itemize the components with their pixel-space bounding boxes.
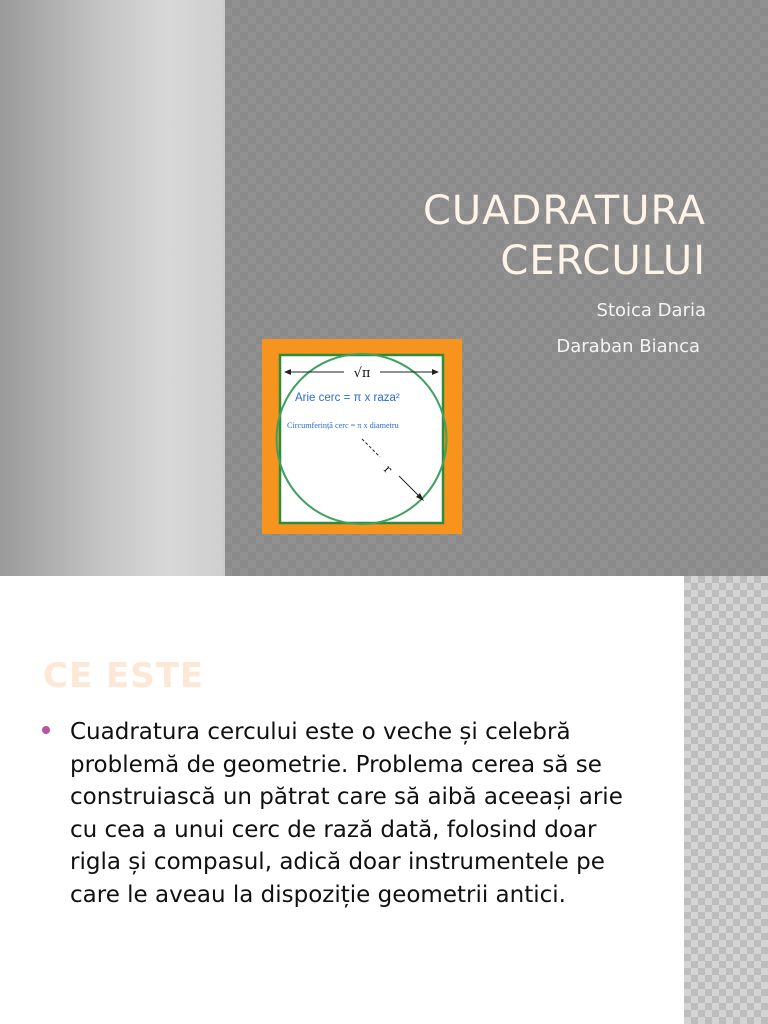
circle-square-figure: [262, 339, 462, 534]
slide-divider: [223, 0, 225, 576]
content-slide: [0, 576, 768, 1024]
title-line-2: CERCULUI: [500, 238, 706, 284]
title-line-1: CUADRATURA: [422, 188, 706, 234]
slide-right-panel: [684, 576, 768, 1024]
circumference-formula: Circumferință cerc = π x diametru: [287, 421, 399, 430]
slide-title: [423, 186, 706, 286]
area-formula: Arie cerc = π x raza²: [295, 392, 400, 404]
sqrt-pi-label: √π: [353, 366, 371, 381]
author-1: Stoica Daria: [596, 300, 706, 321]
author-2: Daraban Bianca: [556, 336, 700, 357]
bullet-item: [42, 716, 642, 912]
bullet-text: Cuadratura cercului este o veche și celebră problemă de geometrie. Problema cerea să se construiască un pătrat care să aibă aceeași arie cu cea a unui cerc de rază dată, folosind doar rigla și compasul, adică doar instrumentele pe care le aveau la dispoziție geometrii antici.: [70, 719, 623, 908]
radius-label: r: [381, 462, 396, 477]
slide-left-panel: [0, 0, 223, 576]
section-heading: CE ESTE: [43, 656, 205, 696]
bullet-dot-icon: [42, 726, 50, 734]
